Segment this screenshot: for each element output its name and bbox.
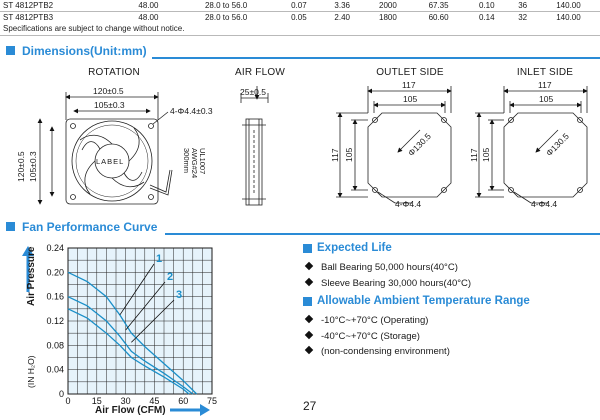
x-tick-label: 45 (149, 396, 160, 406)
table-cell: 2000 (379, 1, 397, 10)
y-axis-unit: (IN H₂O) (26, 355, 36, 388)
diamond-bullet-icon (305, 278, 313, 286)
wire-spec-2: AWG#24 (190, 148, 199, 179)
model-cell: ST 4812PTB2 (3, 1, 54, 10)
inlet-diameter: Φ130.5 (544, 131, 571, 159)
x-tick-label: 75 (206, 396, 218, 406)
ambient-title: Allowable Ambient Temperature Range (317, 295, 530, 307)
rotation-hole-spec: 4-Φ4.4±0.3 (170, 106, 213, 116)
rotation-label: ROTATION (88, 67, 140, 78)
table-cell: 140.00 (537, 12, 600, 24)
diamond-bullet-icon (305, 262, 313, 270)
inlet-side-outer: 117 (469, 148, 479, 162)
x-axis-label: Air Flow (CFM) (95, 405, 166, 416)
diamond-bullet-icon (305, 315, 313, 323)
outlet-side-inner: 105 (344, 147, 354, 162)
table-cell: 36 (518, 1, 528, 10)
y-tick-label: 0 (58, 389, 64, 399)
fan-label-text: LABEL (96, 157, 125, 166)
inlet-dim-inner: 105 (539, 94, 554, 104)
outlet-hole-spec: 4-Φ4.4 (395, 199, 422, 209)
list-item (306, 331, 420, 342)
outlet-dim-outer: 117 (402, 80, 416, 90)
dimensions-title: Dimensions(Unit:mm) (22, 44, 147, 58)
y-tick-label: 0.24 (46, 243, 64, 253)
curve-label: 3 (176, 289, 183, 301)
table-cell: 3.36 (334, 1, 350, 10)
list-item (306, 315, 428, 326)
list-item-text: -10°C~+70°C (Operating) (321, 315, 429, 326)
table-cell: 48.00 (122, 12, 175, 24)
spec-note: Specifications are subject to change without notice. (3, 24, 185, 33)
fan-curve-title: Fan Performance Curve (22, 220, 158, 234)
inlet-hole-spec: 4-Φ4.4 (531, 199, 558, 209)
wire-spec-1: UL1007 (198, 148, 207, 175)
list-item (306, 262, 458, 273)
list-item-text: Sleeve Bearing 30,000 hours(40°C) (321, 278, 472, 289)
y-axis-label: Air Pressure (26, 246, 37, 306)
table-cell: 60.60 (412, 12, 465, 24)
rotation-dim-inner: 105±0.3 (94, 100, 125, 110)
table-cell: 0.14 (465, 12, 508, 24)
curve-label: 2 (167, 271, 174, 283)
outlet-side-outer: 117 (330, 148, 340, 162)
list-item-text: (non-condensing environment) (321, 346, 450, 357)
table-cell: 140.00 (556, 1, 581, 10)
outlet-dim-inner: 105 (403, 94, 418, 104)
model-cell: ST 4812PTB3 (0, 12, 122, 24)
curve-label: 1 (156, 253, 163, 265)
diamond-bullet-icon (305, 331, 313, 339)
section-square-icon (303, 244, 312, 253)
y-tick-label: 0.20 (46, 267, 64, 278)
y-tick-label: 0.12 (46, 316, 64, 326)
list-item (306, 346, 450, 357)
inlet-dim-outer: 117 (538, 80, 552, 90)
table-cell: 28.0 to 56.0 (204, 1, 248, 10)
table-cell: 0.07 (291, 1, 307, 10)
rotation-dim-outer: 120±0.5 (93, 86, 124, 96)
table-cell: 48.00 (138, 1, 159, 10)
page-number: 27 (303, 399, 317, 413)
table-cell: 0.10 (478, 1, 495, 10)
inlet-side-inner: 105 (481, 147, 491, 162)
outlet-side-label: OUTLET SIDE (376, 67, 444, 78)
table-cell: 2.40 (321, 12, 364, 24)
x-tick-label: 30 (120, 396, 131, 406)
list-item (306, 278, 471, 289)
y-tick-label: 0.08 (46, 340, 64, 351)
table-cell: 1800 (364, 12, 412, 24)
expected-life-title: Expected Life (317, 242, 392, 254)
list-item-text: Ball Bearing 50,000 hours(40°C) (321, 262, 458, 273)
section-square-icon (303, 297, 312, 306)
x-tick-label: 15 (91, 396, 102, 406)
rotation-side-inner: 105±0.3 (28, 151, 38, 182)
diamond-bullet-icon (305, 346, 313, 354)
airflow-label: AIR FLOW (235, 67, 285, 78)
wire-spec-3: 300mm (182, 148, 191, 174)
outlet-diameter: Φ130.5 (406, 131, 433, 159)
table-cell: 0.05 (277, 12, 320, 24)
table-cell: 32 (508, 12, 537, 24)
table-cell: 28.0 to 56.0 (175, 12, 277, 24)
y-tick-label: 0.04 (46, 364, 64, 375)
x-tick-label: 0 (65, 396, 71, 406)
list-item-text: -40°C~+70°C (Storage) (321, 331, 420, 342)
x-tick-label: 60 (178, 396, 189, 406)
table-cell: 67.35 (428, 1, 449, 10)
inlet-side-label: INLET SIDE (516, 67, 574, 78)
y-tick-label: 0.16 (46, 291, 64, 302)
airflow-dim: 25±0.5 (240, 87, 266, 97)
rotation-side-outer: 120±0.5 (16, 151, 26, 182)
